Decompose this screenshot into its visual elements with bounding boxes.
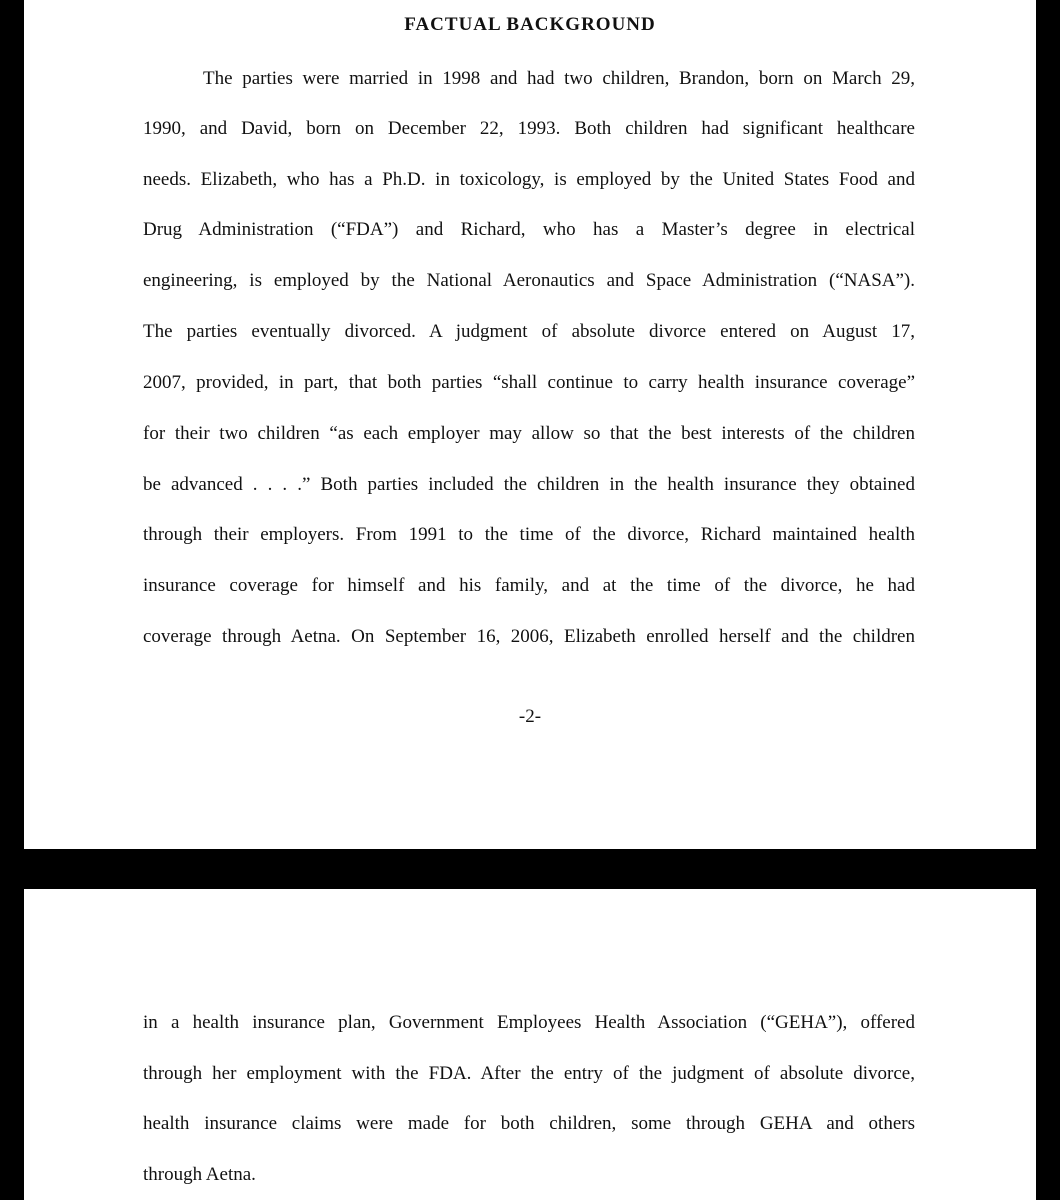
paragraph-line: insurance coverage for himself and his family, and at the time of the divorce, he had <box>143 575 915 596</box>
paragraph-line: through their employers. From 1991 to the time of the divorce, Richard maintained health <box>143 524 915 545</box>
paragraph-line: Drug Administration (“FDA”) and Richard, who has a Master’s degree in electrical <box>143 219 915 240</box>
paragraph-line: coverage through Aetna. On September 16, 2006, Elizabeth enrolled herself and the children <box>143 626 915 647</box>
document-page-1 <box>24 0 1036 849</box>
paragraph-line: through Aetna. <box>143 1164 256 1185</box>
paragraph-line: The parties were married in 1998 and had two children, Brandon, born on March 29, <box>203 68 915 89</box>
paragraph-line: 1990, and David, born on December 22, 1993. Both children had significant healthcare <box>143 118 915 139</box>
paragraph-line: be advanced . . . .” Both parties included the children in the health insurance they obtained <box>143 474 915 495</box>
paragraph-line: for their two children “as each employer may allow so that the best interests of the children <box>143 423 915 444</box>
paragraph-line: engineering, is employed by the National Aeronautics and Space Administration (“NASA”). <box>143 270 915 291</box>
paragraph-line: health insurance claims were made for both children, some through GEHA and others <box>143 1113 915 1134</box>
paragraph-line: 2007, provided, in part, that both parties “shall continue to carry health insurance coverage” <box>143 372 915 393</box>
section-heading: FACTUAL BACKGROUND <box>404 14 656 35</box>
paragraph-line: The parties eventually divorced. A judgment of absolute divorce entered on August 17, <box>143 321 915 342</box>
paragraph-line: through her employment with the FDA. After the entry of the judgment of absolute divorce, <box>143 1063 915 1084</box>
document-page-2 <box>24 889 1036 1200</box>
page-number: -2- <box>518 706 542 727</box>
paragraph-line: in a health insurance plan, Government Employees Health Association (“GEHA”), offered <box>143 1012 915 1033</box>
paragraph-line: needs. Elizabeth, who has a Ph.D. in toxicology, is employed by the United States Food and <box>143 169 915 190</box>
